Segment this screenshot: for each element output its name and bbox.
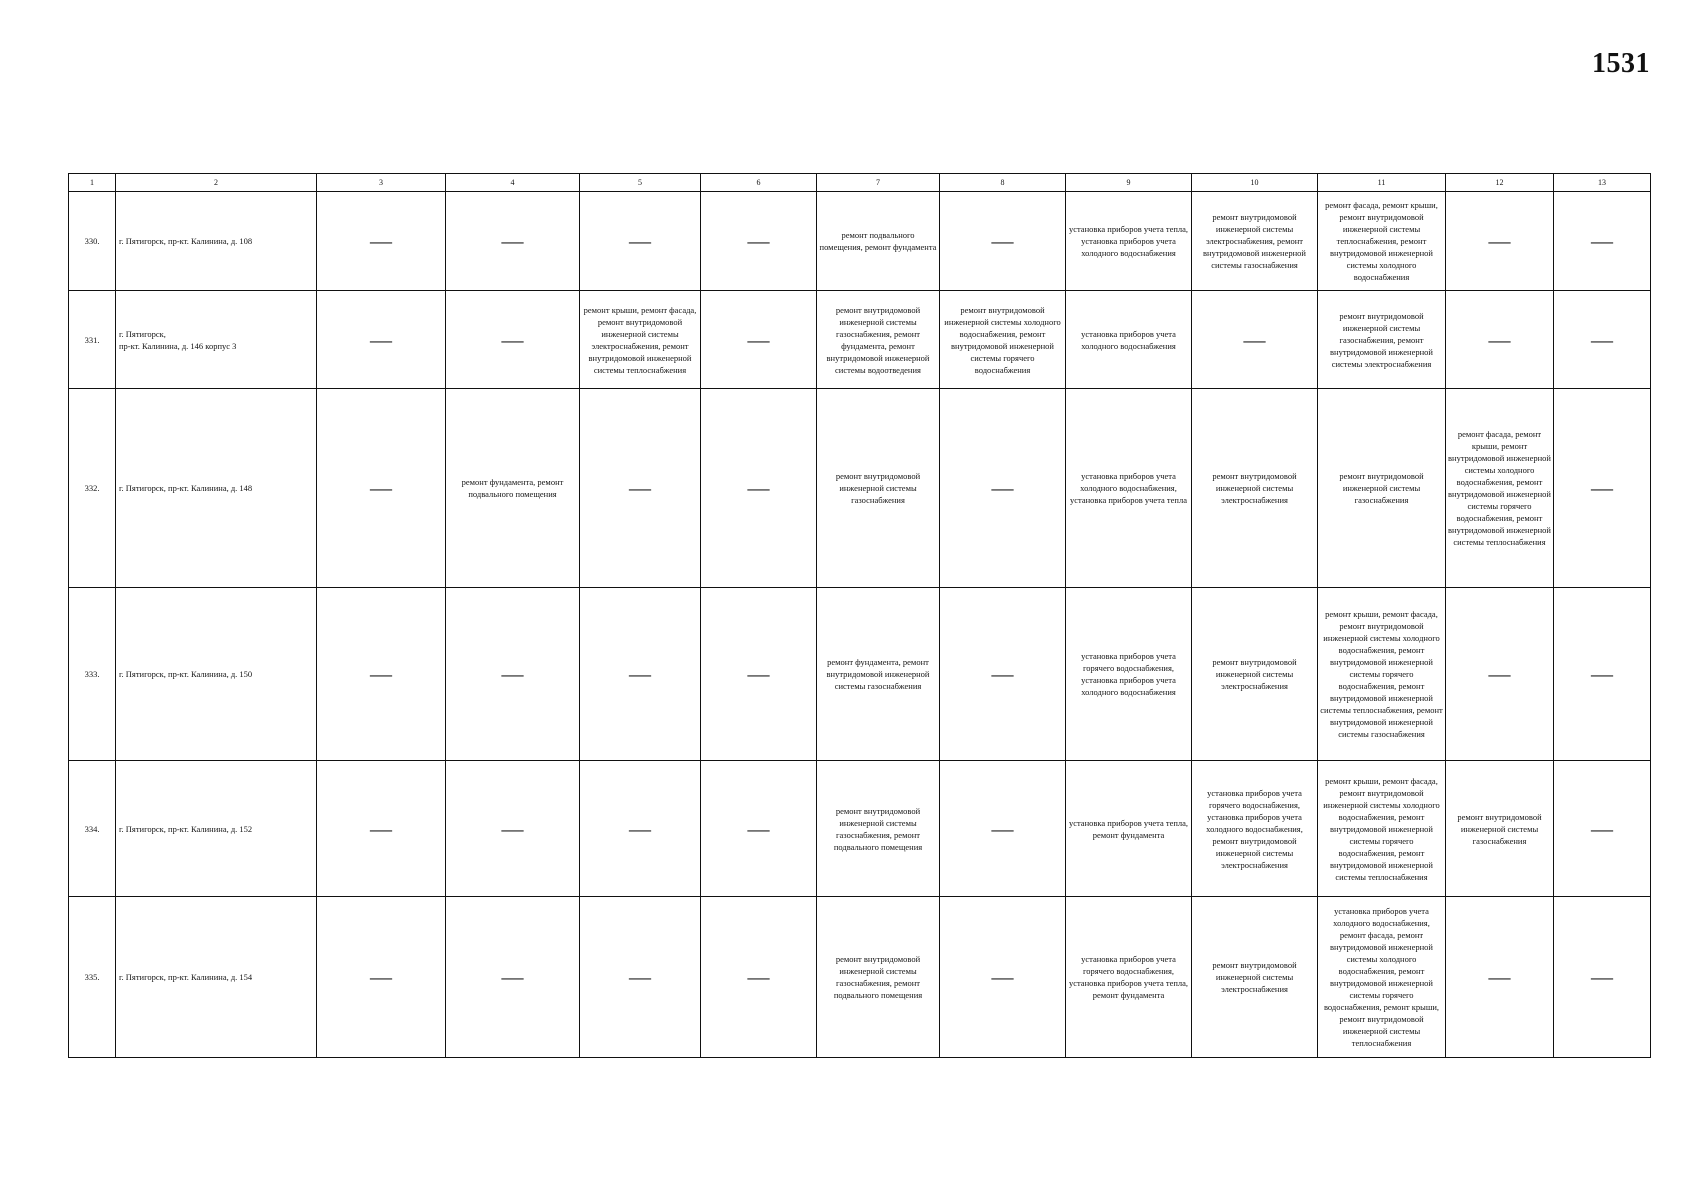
empty-dash-cell: — xyxy=(1192,291,1318,389)
work-description-cell: ремонт фасада, ремонт крыши, ремонт внутридомовой инженерной системы холодного водоснабжения, ремонт внутридомовой инженерной системы горячего водоснабжения, ремонт внутридомовой инженерной системы теплоснабжения xyxy=(1446,389,1554,588)
empty-dash-cell: — xyxy=(580,192,701,291)
empty-dash-cell: — xyxy=(446,588,580,761)
column-number-header: 2 xyxy=(116,174,317,192)
table-row xyxy=(69,291,1651,389)
work-description-cell: установка приборов учета тепла, ремонт фундамента xyxy=(1066,761,1192,897)
work-description-cell: установка приборов учета горячего водоснабжения, установка приборов учета тепла, ремонт фундамента xyxy=(1066,897,1192,1058)
column-number-header: 11 xyxy=(1318,174,1446,192)
empty-dash-cell: — xyxy=(1446,291,1554,389)
work-description-cell: установка приборов учета горячего водоснабжения, установка приборов учета холодного водоснабжения xyxy=(1066,588,1192,761)
column-number-header: 6 xyxy=(701,174,817,192)
table-row xyxy=(69,588,1651,761)
empty-dash-cell: — xyxy=(1554,389,1651,588)
work-description-cell: ремонт внутридомовой инженерной системы газоснабжения, ремонт подвального помещения xyxy=(817,897,940,1058)
empty-dash-cell: — xyxy=(1554,897,1651,1058)
empty-dash-cell: — xyxy=(940,192,1066,291)
address-cell: г. Пятигорск, пр-кт. Калинина, д. 152 xyxy=(116,761,317,897)
row-number-cell: 335. xyxy=(69,897,116,1058)
work-description-cell: ремонт внутридомовой инженерной системы газоснабжения, ремонт внутридомовой инженерной системы электроснабжения xyxy=(1318,291,1446,389)
empty-dash-cell: — xyxy=(701,291,817,389)
work-description-cell: ремонт внутридомовой инженерной системы газоснабжения, ремонт подвального помещения xyxy=(817,761,940,897)
empty-dash-cell: — xyxy=(317,588,446,761)
column-number-header: 3 xyxy=(317,174,446,192)
empty-dash-cell: — xyxy=(1554,192,1651,291)
row-number-cell: 331. xyxy=(69,291,116,389)
empty-dash-cell: — xyxy=(317,291,446,389)
work-description-cell: ремонт фундамента, ремонт внутридомовой инженерной системы газоснабжения xyxy=(817,588,940,761)
empty-dash-cell: — xyxy=(701,389,817,588)
address-cell: г. Пятигорск, пр-кт. Калинина, д. 150 xyxy=(116,588,317,761)
empty-dash-cell: — xyxy=(940,588,1066,761)
work-description-cell: установка приборов учета холодного водоснабжения, ремонт фасада, ремонт внутридомовой инженерной системы холодного водоснабжения, ремонт внутридомовой инженерной системы горячего водоснабжения, ремонт крыши, ремонт внутридомовой инженерной системы теплоснабжения xyxy=(1318,897,1446,1058)
table-row xyxy=(69,389,1651,588)
column-number-header: 10 xyxy=(1192,174,1318,192)
empty-dash-cell: — xyxy=(701,192,817,291)
row-number-cell: 334. xyxy=(69,761,116,897)
work-description-cell: установка приборов учета горячего водоснабжения, установка приборов учета холодного водоснабжения, ремонт внутридомовой инженерной системы электроснабжения xyxy=(1192,761,1318,897)
work-description-cell: установка приборов учета холодного водоснабжения, установка приборов учета тепла xyxy=(1066,389,1192,588)
work-description-cell: ремонт фасада, ремонт крыши, ремонт внутридомовой инженерной системы теплоснабжения, ремонт внутридомовой инженерной системы холодного водоснабжения xyxy=(1318,192,1446,291)
table-row xyxy=(69,761,1651,897)
row-number-cell: 332. xyxy=(69,389,116,588)
empty-dash-cell: — xyxy=(446,291,580,389)
work-description-cell: ремонт фундамента, ремонт подвального помещения xyxy=(446,389,580,588)
address-cell: г. Пятигорск, пр-кт. Калинина, д. 148 xyxy=(116,389,317,588)
work-description-cell: ремонт внутридомовой инженерной системы газоснабжения xyxy=(1318,389,1446,588)
empty-dash-cell: — xyxy=(317,761,446,897)
empty-dash-cell: — xyxy=(446,192,580,291)
empty-dash-cell: — xyxy=(317,389,446,588)
work-description-cell: установка приборов учета холодного водоснабжения xyxy=(1066,291,1192,389)
work-description-cell: ремонт внутридомовой инженерной системы электроснабжения xyxy=(1192,588,1318,761)
work-description-cell: ремонт внутридомовой инженерной системы газоснабжения xyxy=(817,389,940,588)
empty-dash-cell: — xyxy=(940,761,1066,897)
empty-dash-cell: — xyxy=(1554,588,1651,761)
empty-dash-cell: — xyxy=(701,588,817,761)
empty-dash-cell: — xyxy=(1446,192,1554,291)
address-cell: г. Пятигорск, пр-кт. Калинина, д. 146 корпус 3 xyxy=(116,291,317,389)
empty-dash-cell: — xyxy=(580,761,701,897)
repair-works-table xyxy=(68,173,1651,1058)
work-description-cell: ремонт внутридомовой инженерной системы электроснабжения xyxy=(1192,389,1318,588)
column-number-header: 9 xyxy=(1066,174,1192,192)
table-row xyxy=(69,192,1651,291)
empty-dash-cell: — xyxy=(446,897,580,1058)
work-description-cell: установка приборов учета тепла, установка приборов учета холодного водоснабжения xyxy=(1066,192,1192,291)
empty-dash-cell: — xyxy=(446,761,580,897)
work-description-cell: ремонт внутридомовой инженерной системы электроснабжения, ремонт внутридомовой инженерной системы газоснабжения xyxy=(1192,192,1318,291)
work-description-cell: ремонт крыши, ремонт фасада, ремонт внутридомовой инженерной системы электроснабжения, ремонт внутридомовой инженерной системы теплоснабжения xyxy=(580,291,701,389)
empty-dash-cell: — xyxy=(1554,291,1651,389)
work-description-cell: ремонт внутридомовой инженерной системы газоснабжения, ремонт фундамента, ремонт внутридомовой инженерной системы водоотведения xyxy=(817,291,940,389)
empty-dash-cell: — xyxy=(701,761,817,897)
row-number-cell: 333. xyxy=(69,588,116,761)
column-number-header: 5 xyxy=(580,174,701,192)
column-number-header: 1 xyxy=(69,174,116,192)
empty-dash-cell: — xyxy=(701,897,817,1058)
column-number-header: 7 xyxy=(817,174,940,192)
empty-dash-cell: — xyxy=(1446,588,1554,761)
work-description-cell: ремонт подвального помещения, ремонт фундамента xyxy=(817,192,940,291)
address-cell: г. Пятигорск, пр-кт. Калинина, д. 108 xyxy=(116,192,317,291)
table-body xyxy=(69,192,1651,1058)
empty-dash-cell: — xyxy=(580,897,701,1058)
empty-dash-cell: — xyxy=(317,192,446,291)
address-cell: г. Пятигорск, пр-кт. Калинина, д. 154 xyxy=(116,897,317,1058)
row-number-cell: 330. xyxy=(69,192,116,291)
column-number-header: 4 xyxy=(446,174,580,192)
empty-dash-cell: — xyxy=(1554,761,1651,897)
table-row xyxy=(69,897,1651,1058)
page-number: 1531 xyxy=(1592,48,1650,79)
empty-dash-cell: — xyxy=(580,588,701,761)
empty-dash-cell: — xyxy=(317,897,446,1058)
empty-dash-cell: — xyxy=(940,389,1066,588)
work-description-cell: ремонт внутридомовой инженерной системы электроснабжения xyxy=(1192,897,1318,1058)
work-description-cell: ремонт крыши, ремонт фасада, ремонт внутридомовой инженерной системы холодного водоснабжения, ремонт внутридомовой инженерной системы горячего водоснабжения, ремонт внутридомовой инженерной системы теплоснабжения xyxy=(1318,761,1446,897)
empty-dash-cell: — xyxy=(940,897,1066,1058)
column-number-row xyxy=(69,174,1651,192)
work-description-cell: ремонт внутридомовой инженерной системы газоснабжения xyxy=(1446,761,1554,897)
column-number-header: 12 xyxy=(1446,174,1554,192)
work-description-cell: ремонт внутридомовой инженерной системы холодного водоснабжения, ремонт внутридомовой инженерной системы горячего водоснабжения xyxy=(940,291,1066,389)
empty-dash-cell: — xyxy=(1446,897,1554,1058)
column-number-header: 8 xyxy=(940,174,1066,192)
work-description-cell: ремонт крыши, ремонт фасада, ремонт внутридомовой инженерной системы холодного водоснабжения, ремонт внутридомовой инженерной системы горячего водоснабжения, ремонт внутридомовой инженерной системы теплоснабжения, ремонт внутридомовой инженерной системы газоснабжения xyxy=(1318,588,1446,761)
column-number-header: 13 xyxy=(1554,174,1651,192)
empty-dash-cell: — xyxy=(580,389,701,588)
